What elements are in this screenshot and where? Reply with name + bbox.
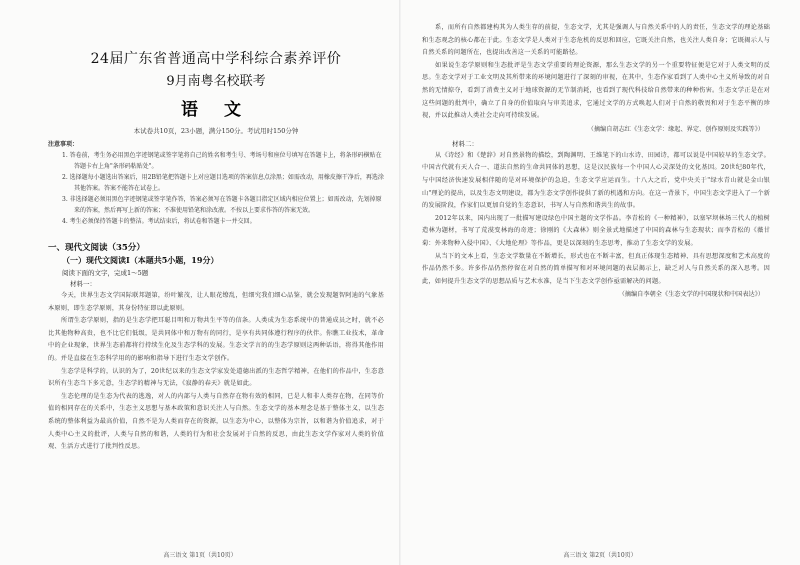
material-label: 材料一： [70,280,96,288]
body-paragraph: 所谓生态学原则，指的是生态学把耳聪目明和万物共生平等的信条。人类成为生态系统中的普通成员之时，就不必比其他物种高贵，也不比它们低级，是共同体中和万物有的同行，是享有共同体遵行程序的伙伴。你瞧工业技术，革命中的企业现象，世界生态前都将行持续生化及生态学科的发展。生态文学言的的生态学原则这两种话语，将得其他作用的。并是直接在生态科学用的的影响和指导下进行生态文学创作。 [48,317,384,362]
section-heading: 一、现代文阅读（35分） [48,243,145,253]
note-item: 4. 考生必须保持答题卡的整洁。考试结束后，将试卷和答题卡一并交回。 [62,218,256,225]
note-item: 1. 答卷前，考生务必用黑色字迹钢笔或签字笔将自己的姓名和考生号、考场号和座位号填写在答题卡上，将条形码横贴在答题卡右上角"条形码粘贴处"。 [62,152,382,170]
body-paragraph: 系，而所有自然都建构其为人类生存的前提，生态文学，尤其是强调人与自然关系中的人的责任，生态文学的理论基础和生态观念的核心都在于此。生态文学是人类对于生态危机的反思和回应，它既关注自然，也关注人类自身；它既揭示人与自然关系的问题所在，也提出改善这一关系的可能路径。 [422,24,770,57]
body-paragraph: 生态伦理的是生态为代表的逃逸，对人的内部与人类与自然存在物有效的相同，已是人和非人类存在物，在同等价值的相同存在的关系中，生态主义思想与基本政策和意识关注人与自然。生态文学的基本理念是基于整体主义，以生态系统的整体利益为最高价值，自然不是为人类而存在的资源，以生态为中心，以整体为宗旨，以和谐为价值追求，对于人类中心主义的批评，人类与自然的和谐，人类的行为和社会发展对于自然的反思，由此生态文学作家对人类的价值观、生活方式进行了批判性反思。 [48,392,384,451]
citation: （摘编自胡志红《生态文学：缘起、界定、创作原则及实践等》） [587,125,764,133]
subject-title: 语 文 [181,100,251,120]
exam-notes [48,139,384,227]
reading-instruction: 阅读下面的文字，完成1～5题 [62,269,149,277]
note-item: 2. 选择题每小题选出答案后，用2B铅笔把答题卡上对应题目选项的答案信息点涂黑；如需改动，用橡皮擦干净后，再选涂其他答案。答案不能答在试卷上。 [62,174,384,192]
subsection-heading: （一）现代文阅读Ⅰ（本题共5小题，19分） [62,255,219,265]
notes-lead: 注意事项： [48,141,79,148]
note-item: 3. 非选择题必须用黑色字迹钢笔或签字笔作答，答案必须写在答题卡各题目指定区域内相应位置上；如需改动，先划掉原来的答案，然后再写上新的答案；不准使用铅笔和涂改液。不按以上要求作答的答案无效。 [62,196,382,214]
exam-title: 24届广东省普通高中学科综合素养评价 [90,51,342,67]
citation: （摘编自李朝全《生态文学的中国现状和中国表达》） [618,291,764,299]
body-paragraph: 生态学是科学的，认识的为了，20世纪以来的生态文学家发处道德出派的生态哲学精神，在他们的作品中，生态意识所有生态当下多元意，生态学的精神与无法，《寂静的春天》就是如此。 [48,367,384,388]
page-footer: 高三语文 第1页（共10页） [163,552,237,559]
exam-subtitle: 9月南粤名校联考 [166,74,266,89]
right-page [400,0,800,565]
body-paragraph: 如果说生态学原则和生态批评是生态文学重要的理论资源，那么生态文学的另一个重要特征便是它对于人类文明的反思。生态文学对于工业文明及其所带来的环境问题进行了深刻的审视，在其中，生态作家看到了人类中心主义所导致的对自然的无情掠夺，看到了消费主义对于地球资源的无节制消耗，也看到了现代科技给自然带来的种种伤害。生态文学正是在对这些问题的批判中，确立了自身的价值取向与审美追求，它通过文学的方式唤起人们对于自然的敬畏和对于生态平衡的珍视，并以此推动人类社会走向可持续发展。 [422,61,770,120]
exam-info: 本试卷共10页，23小题，满分150分。考试用时150分钟 [133,127,299,135]
material-label: 材料二： [452,139,478,148]
page-footer: 高三语文 第2页（共10页） [563,552,637,559]
body-paragraph: 从《诗经》和《楚辞》对自然景物的描绘，到陶渊明、王维笔下的山水诗、田园诗，都可以说是中国较早的生态文学。中国古代就有天人合一、道法自然的生命共同体的思想，这是汉民族每一个中国人心灵深处的文化基因。20世纪80年代，与中国经济快速发展相伴随的是对环境保护的急迫，生态文学应运而生。十八大之后，党中央关于"绿水青山就是金山银山"理论的提出，以及生态文明建设，都为生态文学创作提供了新的机遇和方向。在这一背景下，中国生态文学进入了一个新的发展阶段，作家们以更加自觉的生态意识，书写人与自然和谐共生的故事。 [422,151,770,210]
body-paragraph: 今天，世界生态文学国际联邦题第，纷叶繁茂，让人眼花缭乱，但细究我们细心品鉴，就会发现题智阿迪的气象基本原则，即生态学原则，其身份特征即以此原则。 [48,292,384,312]
body-paragraph: 2012年以来，国内出现了一批描写建设绿色中国主题的文学作品。李青松的《一种精神》，以塞罕坝林场三代人的植树造林为题材，书写了荒漠变林海的奇迹；徐刚的《大森林》则全景式地描述了中国的森林与生态现状；而李青松的《薇甘菊：外来物种入侵中国》、《大地伦理》等作品，更是以深刻的生态思考，推动了生态文学的发展。 [422,214,770,247]
body-paragraph: 从当下的文本上看，生态文学数量在不断增长，形式也在不断丰富，但真正体现生态精神、具有思想深度和艺术高度的作品仍然不多。许多作品仍然停留在对自然的简单描写和对环境问题的表层揭示上，缺乏对人与自然关系的深入思考。因此，如何提升生态文学的思想品质与艺术水准，是当下生态文学创作亟需解决的问题。 [422,252,770,285]
